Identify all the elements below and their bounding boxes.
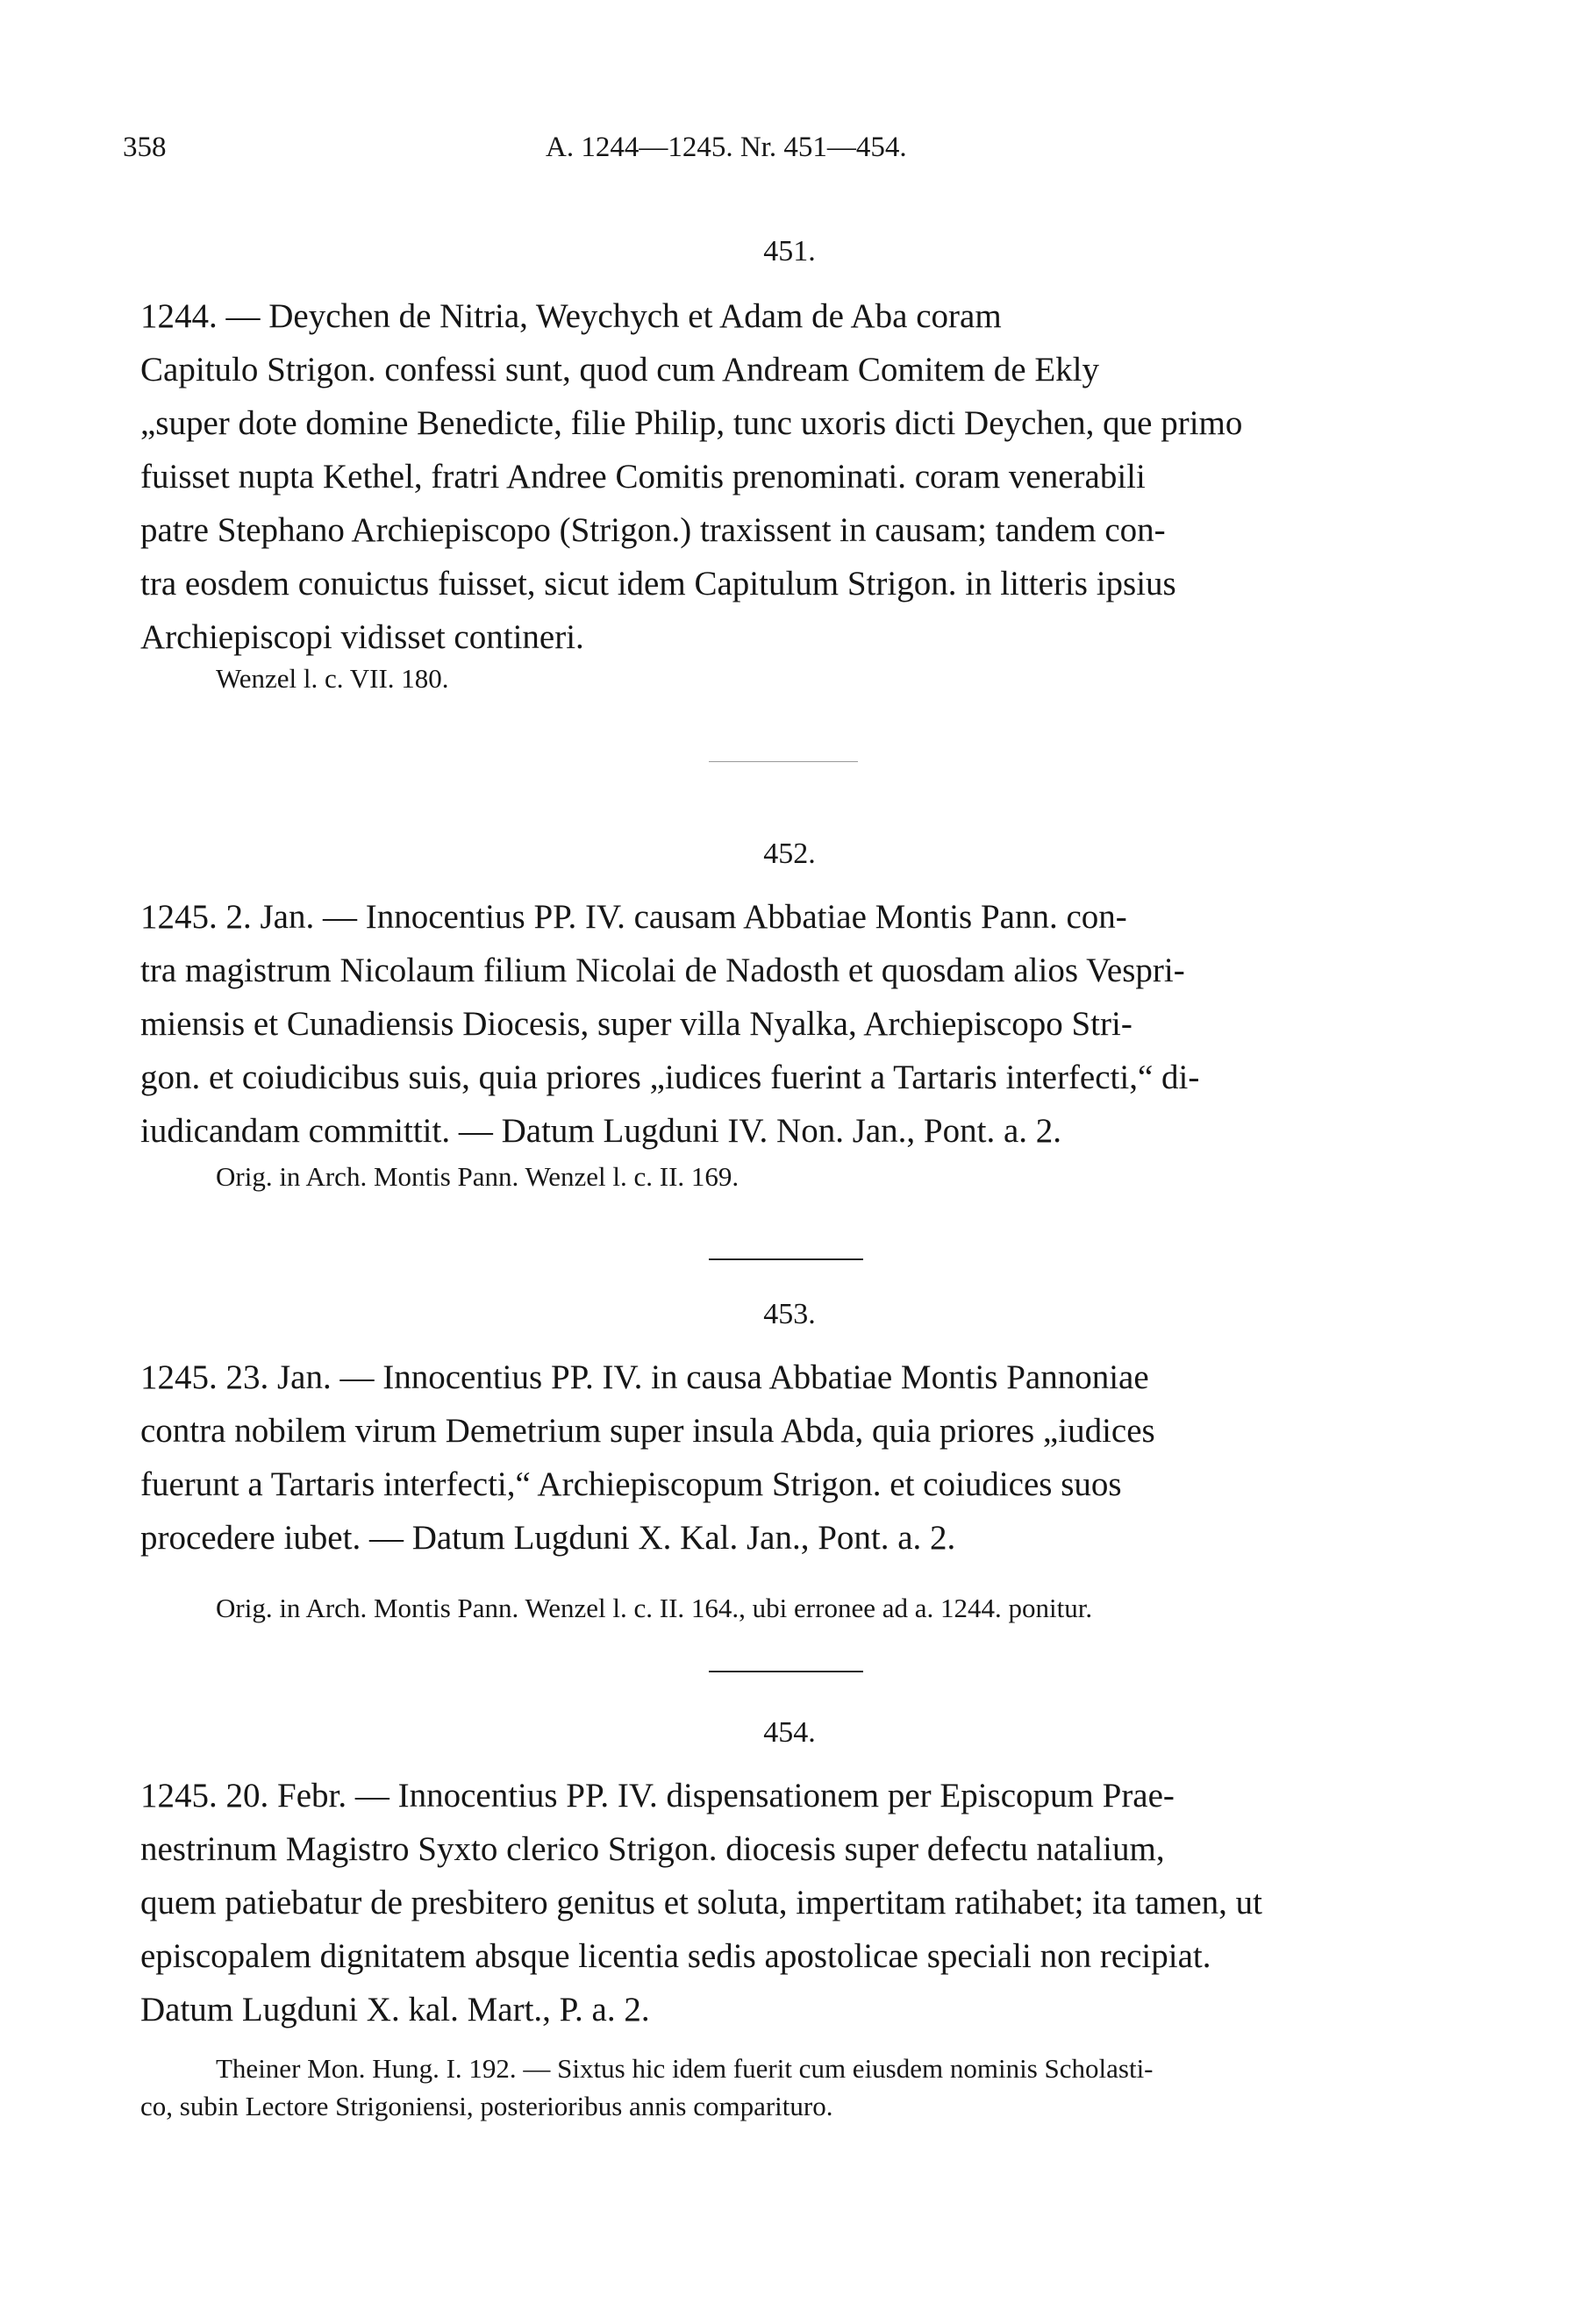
entry-line: fuisset nupta Kethel, fratri Andree Comitis prenominati. coram venerabili — [140, 458, 1146, 495]
entry-line: procedere iubet. — Datum Lugduni X. Kal. Jan., Pont. a. 2. — [140, 1519, 956, 1557]
note-line: Theiner Mon. Hung. I. 192. — Sixtus hic idem fuerit cum eiusdem nominis Scholasti- — [216, 2053, 1154, 2084]
note-line: co, subin Lectore Strigoniensi, posterioribus annis comparituro. — [140, 2091, 833, 2121]
source-citation-451: Wenzel l. c. VII. 180. — [216, 663, 449, 694]
entry-line: tra eosdem conuictus fuisset, sicut idem Capitulum Strigon. in litteris ipsius — [140, 565, 1176, 602]
entry-number-453: 453. — [763, 1298, 816, 1330]
entry-line: gon. et coiudicibus suis, quia priores „iudices fuerint a Tartaris interfecti,“ di- — [140, 1059, 1200, 1096]
entry-line: iudicandam committit. — Datum Lugduni IV. Non. Jan., Pont. a. 2. — [140, 1112, 1062, 1150]
source-citation-452: Orig. in Arch. Montis Pann. Wenzel l. c. II. 169. — [216, 1161, 739, 1192]
source-note-454 — [216, 2048, 1444, 2090]
separator-rule — [709, 1671, 863, 1672]
entry-line: patre Stephano Archiepiscopo (Strigon.) traxissent in causam; tandem con- — [140, 511, 1166, 549]
entry-line: 1245. 2. Jan. — Innocentius PP. IV. causam Abbatiae Montis Pann. con- — [140, 898, 1127, 936]
entry-line: Archiepiscopi vidisset contineri. — [140, 618, 584, 656]
entry-line: episcopalem dignitatem absque licentia sedis apostolicae speciali non recipiat. — [140, 1937, 1211, 1975]
entry-line: contra nobilem virum Demetrium super insula Abda, quia priores „iudices — [140, 1412, 1155, 1450]
entry-line: Capitulo Strigon. confessi sunt, quod cum Andream Comitem de Ekly — [140, 351, 1099, 389]
entry-line: tra magistrum Nicolaum filium Nicolai de Nadosth et quosdam alios Vespri- — [140, 952, 1185, 989]
entry-line: 1244. — Deychen de Nitria, Weychych et Adam de Aba coram — [140, 297, 1002, 335]
entry-number-452: 452. — [763, 838, 816, 870]
separator-rule — [709, 1258, 863, 1260]
entry-text-453 — [140, 1351, 1439, 1565]
running-header — [123, 132, 1439, 167]
entry-line: fuerunt a Tartaris interfecti,“ Archiepiscopum Strigon. et coiudices suos — [140, 1465, 1122, 1503]
entry-number-451: 451. — [763, 235, 816, 267]
entry-line: 1245. 23. Jan. — Innocentius PP. IV. in causa Abbatiae Montis Pannoniae — [140, 1358, 1149, 1396]
entry-line: Datum Lugduni X. kal. Mart., P. a. 2. — [140, 1991, 650, 2028]
entry-text-452 — [140, 890, 1439, 1158]
entry-line: nestrinum Magistro Syxto clerico Strigon. diocesis super defectu natalium, — [140, 1830, 1165, 1868]
entry-text-451 — [140, 289, 1439, 664]
source-citation-453: Orig. in Arch. Montis Pann. Wenzel l. c. II. 164., ubi erronee ad a. 1244. ponitur. — [216, 1593, 1093, 1623]
header-range: A. 1244—1245. Nr. 451—454. — [546, 132, 907, 163]
entry-line: „super dote domine Benedicte, filie Philip, tunc uxoris dicti Deychen, que primo — [140, 404, 1243, 442]
entry-text-454 — [140, 1769, 1439, 2036]
entry-line: 1245. 20. Febr. — Innocentius PP. IV. dispensationem per Episcopum Prae- — [140, 1777, 1175, 1814]
separator-rule — [709, 761, 858, 762]
entry-line: miensis et Cunadiensis Diocesis, super villa Nyalka, Archiepiscopo Stri- — [140, 1005, 1132, 1043]
entry-line: quem patiebatur de presbitero genitus et soluta, impertitam ratihabet; ita tamen, ut — [140, 1884, 1263, 1921]
entry-number-454: 454. — [763, 1716, 816, 1749]
page-number: 358 — [123, 132, 167, 163]
